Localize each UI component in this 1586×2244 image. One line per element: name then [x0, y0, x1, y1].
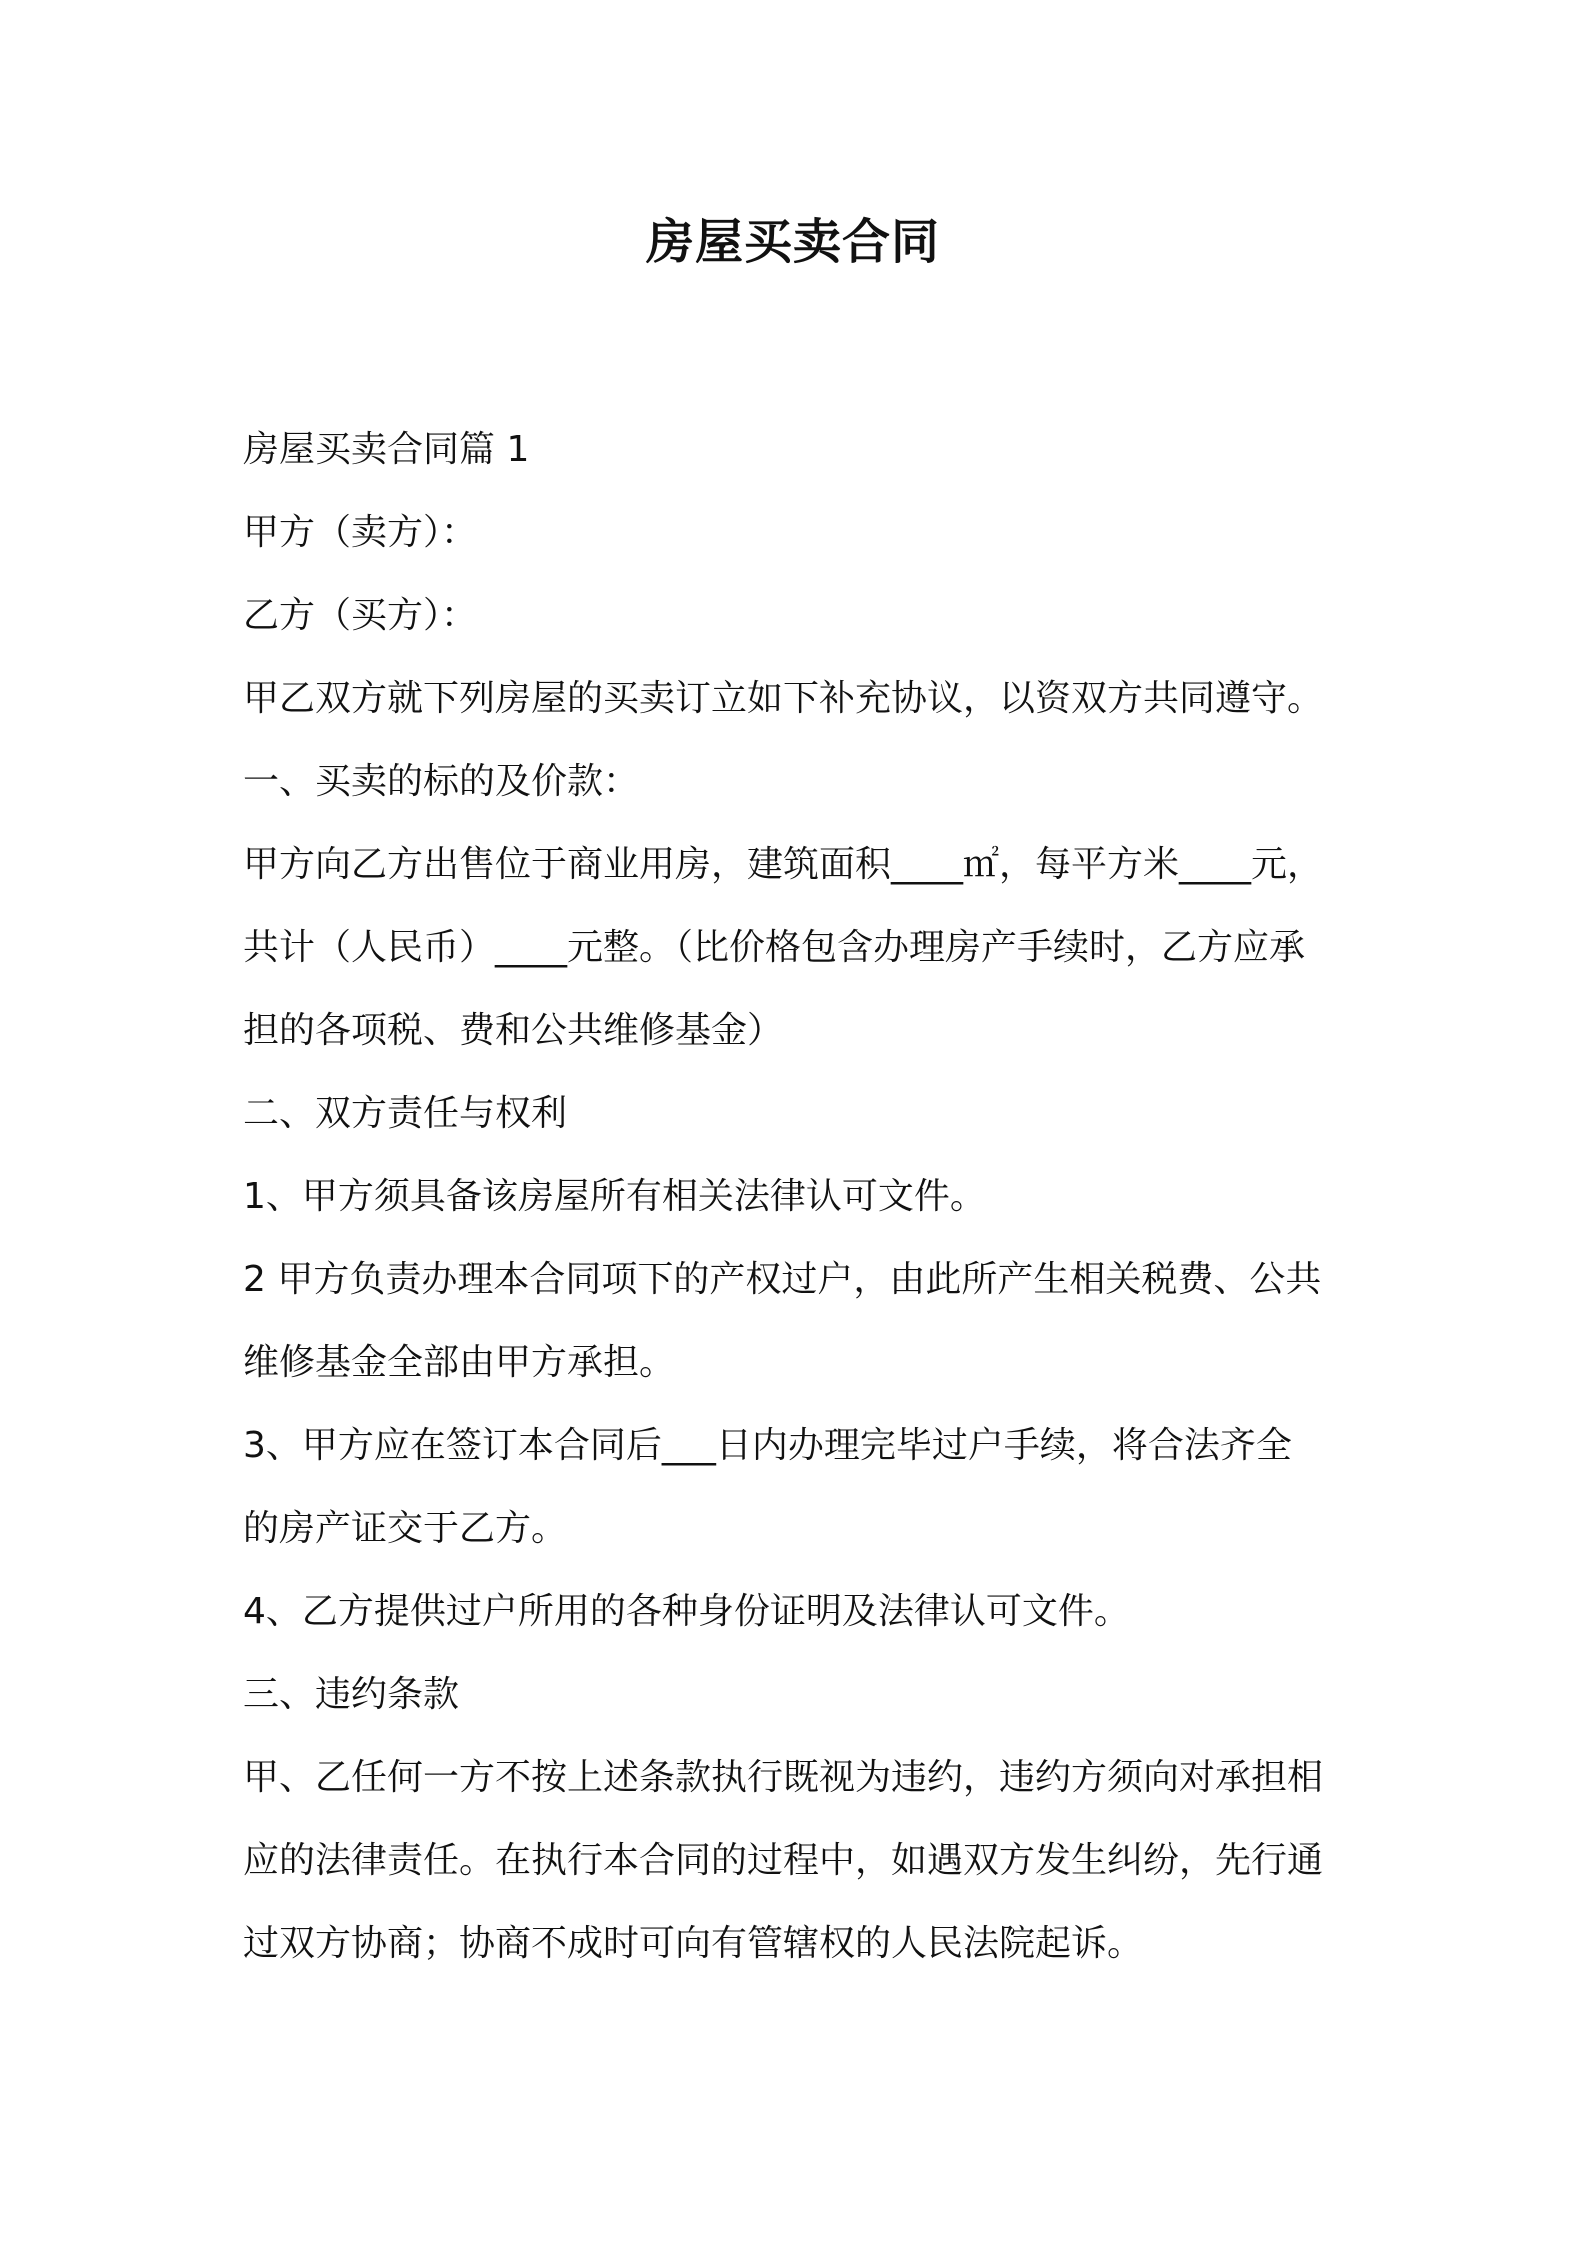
- clause-text-line: 甲方向乙方出售位于商业用房，建筑面积____㎡，每平方米____元，: [243, 844, 1324, 885]
- clause-text-line: 担的各项税、费和公共维修基金）: [243, 1010, 784, 1051]
- clause-text-line: 1、甲方须具备该房屋所有相关法律认可文件。: [243, 1176, 986, 1217]
- clause-text-line: 2 甲方负责办理本合同项下的产权过户，由此所产生相关税费、公共: [243, 1259, 1322, 1300]
- party-a-line: 甲方（卖方）：: [243, 512, 478, 553]
- party-b-line: 乙方（买方）：: [243, 595, 478, 636]
- clause-text-line: 应的法律责任。在执行本合同的过程中，如遇双方发生纠纷，先行通: [243, 1840, 1324, 1881]
- clause-text-line: 4、乙方提供过户所用的各种身份证明及法律认可文件。: [243, 1591, 1130, 1632]
- clause-heading-2: 二、双方责任与权利: [243, 1093, 568, 1134]
- intro-paragraph: 甲乙双方就下列房屋的买卖订立如下补充协议，以资双方共同遵守。: [243, 678, 1324, 719]
- clause-text-line: 甲、乙任何一方不按上述条款执行既视为违约，违约方须向对承担相: [243, 1757, 1324, 1798]
- document-title: 房屋买卖合同: [645, 214, 940, 270]
- clause-text-line: 共计（人民币）____元整。（比价格包含办理房产手续时，乙方应承: [243, 927, 1306, 968]
- clause-text-line: 过双方协商；协商不成时可向有管辖权的人民法院起诉。: [243, 1923, 1144, 1964]
- clause-text-line: 维修基金全部由甲方承担。: [243, 1342, 676, 1383]
- clause-text-line: 的房产证交于乙方。: [243, 1508, 568, 1549]
- document-body: [243, 408, 1363, 1985]
- clause-text-line: 3、甲方应在签订本合同后___日内办理完毕过户手续，将合法齐全: [243, 1425, 1292, 1466]
- clause-heading-1: 一、买卖的标的及价款：: [243, 761, 640, 802]
- section-heading: 房屋买卖合同篇 1: [243, 429, 530, 470]
- clause-heading-3: 三、违约条款: [243, 1674, 460, 1715]
